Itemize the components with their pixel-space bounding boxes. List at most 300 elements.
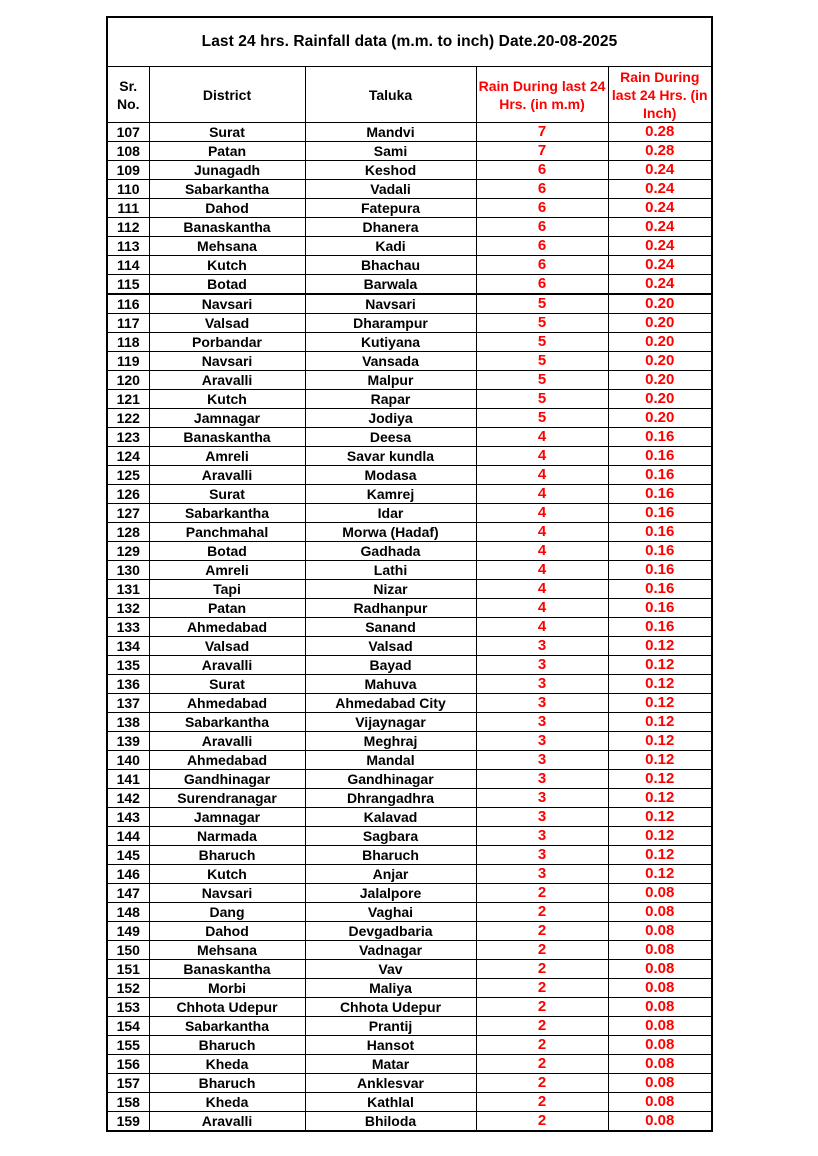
- table-row: [108, 618, 711, 637]
- cell-taluka: Mandal: [305, 751, 476, 770]
- cell-district: Bharuch: [149, 1074, 305, 1093]
- cell-district: Navsari: [149, 352, 305, 371]
- table-row: [108, 960, 711, 979]
- cell-sr-no: 158: [108, 1093, 149, 1112]
- cell-district: Botad: [149, 275, 305, 295]
- cell-rain-mm: 4: [476, 485, 608, 504]
- table-row: [108, 599, 711, 618]
- cell-district: Banaskantha: [149, 428, 305, 447]
- cell-district: Valsad: [149, 637, 305, 656]
- cell-rain-mm: 2: [476, 1017, 608, 1036]
- cell-rain-inch: 0.08: [608, 1074, 711, 1093]
- cell-taluka: Keshod: [305, 161, 476, 180]
- table-row: [108, 314, 711, 333]
- table-body: [108, 123, 711, 1131]
- cell-rain-inch: 0.20: [608, 333, 711, 352]
- cell-taluka: Barwala: [305, 275, 476, 295]
- cell-district: Surat: [149, 485, 305, 504]
- cell-district: Sabarkantha: [149, 713, 305, 732]
- cell-rain-inch: 0.20: [608, 352, 711, 371]
- table-row: [108, 694, 711, 713]
- cell-rain-mm: 6: [476, 199, 608, 218]
- cell-rain-inch: 0.16: [608, 561, 711, 580]
- cell-rain-inch: 0.08: [608, 884, 711, 903]
- cell-rain-inch: 0.12: [608, 827, 711, 846]
- cell-rain-mm: 2: [476, 960, 608, 979]
- cell-taluka: Valsad: [305, 637, 476, 656]
- cell-rain-mm: 5: [476, 409, 608, 428]
- cell-sr-no: 120: [108, 371, 149, 390]
- cell-taluka: Rapar: [305, 390, 476, 409]
- cell-rain-mm: 5: [476, 314, 608, 333]
- cell-district: Aravalli: [149, 732, 305, 751]
- header-sr-no: Sr. No.: [108, 67, 149, 123]
- cell-district: Bharuch: [149, 846, 305, 865]
- table-row: [108, 371, 711, 390]
- cell-rain-inch: 0.24: [608, 275, 711, 295]
- cell-sr-no: 152: [108, 979, 149, 998]
- cell-rain-mm: 3: [476, 713, 608, 732]
- cell-sr-no: 142: [108, 789, 149, 808]
- table-row: [108, 732, 711, 751]
- cell-taluka: Bhachau: [305, 256, 476, 275]
- cell-rain-inch: 0.16: [608, 485, 711, 504]
- cell-taluka: Vadnagar: [305, 941, 476, 960]
- cell-district: Aravalli: [149, 1112, 305, 1131]
- cell-rain-mm: 6: [476, 275, 608, 295]
- cell-rain-inch: 0.12: [608, 713, 711, 732]
- cell-sr-no: 134: [108, 637, 149, 656]
- cell-rain-mm: 3: [476, 694, 608, 713]
- cell-sr-no: 129: [108, 542, 149, 561]
- cell-sr-no: 147: [108, 884, 149, 903]
- cell-rain-mm: 3: [476, 751, 608, 770]
- table-row: [108, 1112, 711, 1131]
- cell-sr-no: 117: [108, 314, 149, 333]
- cell-sr-no: 149: [108, 922, 149, 941]
- cell-taluka: Bayad: [305, 656, 476, 675]
- cell-rain-mm: 3: [476, 865, 608, 884]
- cell-sr-no: 119: [108, 352, 149, 371]
- cell-sr-no: 131: [108, 580, 149, 599]
- table-row: [108, 352, 711, 371]
- cell-rain-mm: 5: [476, 294, 608, 314]
- table-row: [108, 713, 711, 732]
- cell-rain-inch: 0.12: [608, 770, 711, 789]
- cell-taluka: Prantij: [305, 1017, 476, 1036]
- cell-sr-no: 141: [108, 770, 149, 789]
- table-row: [108, 485, 711, 504]
- table-row: [108, 884, 711, 903]
- table-row: [108, 637, 711, 656]
- cell-rain-mm: 4: [476, 542, 608, 561]
- table-row: [108, 523, 711, 542]
- cell-district: Sabarkantha: [149, 180, 305, 199]
- cell-sr-no: 132: [108, 599, 149, 618]
- cell-district: Dahod: [149, 922, 305, 941]
- table-row: [108, 275, 711, 295]
- cell-rain-inch: 0.24: [608, 199, 711, 218]
- table-row: [108, 447, 711, 466]
- cell-district: Amreli: [149, 561, 305, 580]
- cell-rain-mm: 3: [476, 732, 608, 751]
- cell-rain-inch: 0.12: [608, 789, 711, 808]
- cell-sr-no: 127: [108, 504, 149, 523]
- cell-taluka: Ahmedabad City: [305, 694, 476, 713]
- cell-rain-mm: 2: [476, 979, 608, 998]
- cell-district: Patan: [149, 599, 305, 618]
- cell-district: Kutch: [149, 390, 305, 409]
- cell-rain-inch: 0.20: [608, 314, 711, 333]
- cell-rain-inch: 0.12: [608, 675, 711, 694]
- table-row: [108, 218, 711, 237]
- table-row: [108, 390, 711, 409]
- cell-sr-no: 155: [108, 1036, 149, 1055]
- cell-rain-mm: 3: [476, 656, 608, 675]
- cell-taluka: Gandhinagar: [305, 770, 476, 789]
- cell-district: Narmada: [149, 827, 305, 846]
- cell-rain-inch: 0.08: [608, 960, 711, 979]
- cell-sr-no: 135: [108, 656, 149, 675]
- cell-rain-mm: 4: [476, 447, 608, 466]
- cell-rain-inch: 0.20: [608, 371, 711, 390]
- cell-district: Dang: [149, 903, 305, 922]
- cell-taluka: Sami: [305, 142, 476, 161]
- cell-rain-mm: 2: [476, 998, 608, 1017]
- cell-rain-mm: 5: [476, 352, 608, 371]
- cell-rain-mm: 4: [476, 504, 608, 523]
- cell-taluka: Maliya: [305, 979, 476, 998]
- table-row: [108, 675, 711, 694]
- cell-district: Aravalli: [149, 656, 305, 675]
- cell-sr-no: 111: [108, 199, 149, 218]
- cell-district: Patan: [149, 142, 305, 161]
- table-row: [108, 1074, 711, 1093]
- cell-sr-no: 114: [108, 256, 149, 275]
- cell-rain-mm: 6: [476, 256, 608, 275]
- cell-taluka: Anjar: [305, 865, 476, 884]
- table-row: [108, 1036, 711, 1055]
- cell-taluka: Deesa: [305, 428, 476, 447]
- cell-rain-mm: 4: [476, 466, 608, 485]
- cell-taluka: Bharuch: [305, 846, 476, 865]
- cell-rain-mm: 6: [476, 161, 608, 180]
- cell-sr-no: 112: [108, 218, 149, 237]
- cell-taluka: Dharampur: [305, 314, 476, 333]
- cell-rain-inch: 0.24: [608, 161, 711, 180]
- cell-rain-mm: 4: [476, 428, 608, 447]
- header-district: District: [149, 67, 305, 123]
- cell-taluka: Vijaynagar: [305, 713, 476, 732]
- cell-district: Junagadh: [149, 161, 305, 180]
- cell-rain-inch: 0.08: [608, 1036, 711, 1055]
- table-row: [108, 656, 711, 675]
- cell-taluka: Morwa (Hadaf): [305, 523, 476, 542]
- cell-district: Chhota Udepur: [149, 998, 305, 1017]
- cell-sr-no: 137: [108, 694, 149, 713]
- cell-taluka: Jodiya: [305, 409, 476, 428]
- cell-rain-mm: 5: [476, 333, 608, 352]
- cell-rain-mm: 2: [476, 1036, 608, 1055]
- cell-taluka: Fatepura: [305, 199, 476, 218]
- table-row: [108, 161, 711, 180]
- cell-rain-inch: 0.16: [608, 618, 711, 637]
- cell-district: Kutch: [149, 256, 305, 275]
- cell-taluka: Bhiloda: [305, 1112, 476, 1131]
- table-header: [108, 67, 711, 123]
- cell-rain-inch: 0.16: [608, 504, 711, 523]
- cell-sr-no: 123: [108, 428, 149, 447]
- cell-taluka: Modasa: [305, 466, 476, 485]
- cell-district: Sabarkantha: [149, 1017, 305, 1036]
- header-rain-inch: Rain During last 24 Hrs. (in Inch): [608, 67, 711, 123]
- table-row: [108, 428, 711, 447]
- cell-sr-no: 146: [108, 865, 149, 884]
- table-row: [108, 903, 711, 922]
- cell-sr-no: 108: [108, 142, 149, 161]
- cell-rain-inch: 0.08: [608, 922, 711, 941]
- cell-rain-mm: 2: [476, 1055, 608, 1074]
- cell-sr-no: 121: [108, 390, 149, 409]
- cell-rain-mm: 2: [476, 1112, 608, 1131]
- cell-rain-inch: 0.20: [608, 409, 711, 428]
- cell-rain-inch: 0.08: [608, 1055, 711, 1074]
- cell-sr-no: 133: [108, 618, 149, 637]
- cell-sr-no: 138: [108, 713, 149, 732]
- cell-taluka: Anklesvar: [305, 1074, 476, 1093]
- cell-district: Ahmedabad: [149, 618, 305, 637]
- cell-rain-inch: 0.08: [608, 979, 711, 998]
- cell-taluka: Hansot: [305, 1036, 476, 1055]
- table-row: [108, 580, 711, 599]
- cell-sr-no: 143: [108, 808, 149, 827]
- cell-district: Porbandar: [149, 333, 305, 352]
- cell-sr-no: 116: [108, 294, 149, 314]
- cell-district: Jamnagar: [149, 409, 305, 428]
- cell-taluka: Kamrej: [305, 485, 476, 504]
- cell-taluka: Chhota Udepur: [305, 998, 476, 1017]
- cell-sr-no: 118: [108, 333, 149, 352]
- cell-district: Kheda: [149, 1093, 305, 1112]
- cell-sr-no: 157: [108, 1074, 149, 1093]
- cell-district: Panchmahal: [149, 523, 305, 542]
- cell-sr-no: 136: [108, 675, 149, 694]
- cell-rain-inch: 0.16: [608, 447, 711, 466]
- cell-rain-mm: 3: [476, 808, 608, 827]
- cell-taluka: Vav: [305, 960, 476, 979]
- cell-rain-inch: 0.16: [608, 542, 711, 561]
- table-row: [108, 180, 711, 199]
- cell-rain-inch: 0.08: [608, 941, 711, 960]
- cell-taluka: Kadi: [305, 237, 476, 256]
- cell-rain-mm: 6: [476, 237, 608, 256]
- cell-taluka: Radhanpur: [305, 599, 476, 618]
- page-title: Last 24 hrs. Rainfall data (m.m. to inch) Date.20-08-2025: [108, 18, 711, 67]
- table-row: [108, 333, 711, 352]
- cell-taluka: Vaghai: [305, 903, 476, 922]
- cell-rain-inch: 0.20: [608, 294, 711, 314]
- cell-rain-inch: 0.28: [608, 142, 711, 161]
- cell-rain-mm: 3: [476, 675, 608, 694]
- cell-rain-inch: 0.08: [608, 903, 711, 922]
- table-row: [108, 1017, 711, 1036]
- cell-rain-mm: 3: [476, 846, 608, 865]
- cell-rain-inch: 0.28: [608, 123, 711, 142]
- cell-district: Surendranagar: [149, 789, 305, 808]
- cell-sr-no: 154: [108, 1017, 149, 1036]
- cell-district: Jamnagar: [149, 808, 305, 827]
- cell-district: Kheda: [149, 1055, 305, 1074]
- table-row: [108, 827, 711, 846]
- cell-sr-no: 113: [108, 237, 149, 256]
- cell-sr-no: 150: [108, 941, 149, 960]
- cell-taluka: Dhrangadhra: [305, 789, 476, 808]
- cell-district: Banaskantha: [149, 218, 305, 237]
- cell-rain-mm: 2: [476, 884, 608, 903]
- cell-sr-no: 148: [108, 903, 149, 922]
- cell-taluka: Idar: [305, 504, 476, 523]
- cell-taluka: Kutiyana: [305, 333, 476, 352]
- table-row: [108, 294, 711, 314]
- cell-district: Mehsana: [149, 941, 305, 960]
- cell-district: Aravalli: [149, 466, 305, 485]
- cell-rain-mm: 4: [476, 599, 608, 618]
- cell-district: Surat: [149, 675, 305, 694]
- rainfall-sheet: [106, 16, 713, 1132]
- cell-district: Bharuch: [149, 1036, 305, 1055]
- cell-sr-no: 153: [108, 998, 149, 1017]
- cell-rain-mm: 2: [476, 922, 608, 941]
- table-row: [108, 1093, 711, 1112]
- cell-district: Navsari: [149, 884, 305, 903]
- cell-sr-no: 130: [108, 561, 149, 580]
- cell-rain-inch: 0.08: [608, 1017, 711, 1036]
- cell-rain-inch: 0.16: [608, 428, 711, 447]
- cell-taluka: Vadali: [305, 180, 476, 199]
- cell-district: Gandhinagar: [149, 770, 305, 789]
- cell-sr-no: 115: [108, 275, 149, 295]
- cell-sr-no: 125: [108, 466, 149, 485]
- table-row: [108, 123, 711, 142]
- cell-district: Tapi: [149, 580, 305, 599]
- cell-district: Navsari: [149, 294, 305, 314]
- cell-sr-no: 107: [108, 123, 149, 142]
- cell-rain-mm: 7: [476, 142, 608, 161]
- table-row: [108, 941, 711, 960]
- cell-taluka: Gadhada: [305, 542, 476, 561]
- cell-sr-no: 139: [108, 732, 149, 751]
- header-rain-mm: Rain During last 24 Hrs. (in m.m): [476, 67, 608, 123]
- cell-taluka: Jalalpore: [305, 884, 476, 903]
- cell-rain-inch: 0.16: [608, 466, 711, 485]
- cell-sr-no: 144: [108, 827, 149, 846]
- cell-sr-no: 126: [108, 485, 149, 504]
- cell-taluka: Lathi: [305, 561, 476, 580]
- cell-rain-inch: 0.24: [608, 218, 711, 237]
- cell-sr-no: 159: [108, 1112, 149, 1131]
- table-row: [108, 142, 711, 161]
- cell-rain-mm: 2: [476, 1074, 608, 1093]
- cell-taluka: Mahuva: [305, 675, 476, 694]
- table-row: [108, 504, 711, 523]
- cell-taluka: Navsari: [305, 294, 476, 314]
- cell-taluka: Savar kundla: [305, 447, 476, 466]
- cell-district: Botad: [149, 542, 305, 561]
- cell-taluka: Nizar: [305, 580, 476, 599]
- cell-taluka: Sagbara: [305, 827, 476, 846]
- cell-rain-inch: 0.12: [608, 808, 711, 827]
- cell-rain-inch: 0.12: [608, 656, 711, 675]
- cell-rain-mm: 2: [476, 941, 608, 960]
- cell-district: Ahmedabad: [149, 694, 305, 713]
- cell-district: Banaskantha: [149, 960, 305, 979]
- cell-taluka: Vansada: [305, 352, 476, 371]
- cell-sr-no: 109: [108, 161, 149, 180]
- cell-district: Dahod: [149, 199, 305, 218]
- table-row: [108, 770, 711, 789]
- cell-rain-mm: 4: [476, 523, 608, 542]
- cell-district: Amreli: [149, 447, 305, 466]
- cell-district: Valsad: [149, 314, 305, 333]
- cell-rain-mm: 2: [476, 903, 608, 922]
- cell-rain-inch: 0.24: [608, 256, 711, 275]
- cell-rain-inch: 0.16: [608, 599, 711, 618]
- cell-rain-inch: 0.24: [608, 237, 711, 256]
- cell-rain-mm: 3: [476, 827, 608, 846]
- table-row: [108, 808, 711, 827]
- cell-district: Aravalli: [149, 371, 305, 390]
- cell-rain-mm: 2: [476, 1093, 608, 1112]
- cell-sr-no: 140: [108, 751, 149, 770]
- cell-rain-inch: 0.16: [608, 523, 711, 542]
- header-taluka: Taluka: [305, 67, 476, 123]
- cell-rain-inch: 0.12: [608, 865, 711, 884]
- table-row: [108, 998, 711, 1017]
- cell-rain-inch: 0.08: [608, 998, 711, 1017]
- cell-rain-mm: 6: [476, 218, 608, 237]
- cell-rain-inch: 0.16: [608, 580, 711, 599]
- cell-sr-no: 122: [108, 409, 149, 428]
- table-row: [108, 542, 711, 561]
- cell-rain-mm: 3: [476, 789, 608, 808]
- table-row: [108, 237, 711, 256]
- cell-rain-mm: 7: [476, 123, 608, 142]
- cell-district: Morbi: [149, 979, 305, 998]
- cell-sr-no: 128: [108, 523, 149, 542]
- table-row: [108, 199, 711, 218]
- cell-rain-mm: 4: [476, 618, 608, 637]
- cell-rain-inch: 0.12: [608, 846, 711, 865]
- table-row: [108, 846, 711, 865]
- cell-rain-inch: 0.12: [608, 637, 711, 656]
- cell-rain-inch: 0.24: [608, 180, 711, 199]
- table-row: [108, 751, 711, 770]
- cell-taluka: Sanand: [305, 618, 476, 637]
- cell-district: Surat: [149, 123, 305, 142]
- table-row: [108, 256, 711, 275]
- table-row: [108, 1055, 711, 1074]
- table-row: [108, 409, 711, 428]
- cell-district: Mehsana: [149, 237, 305, 256]
- cell-taluka: Malpur: [305, 371, 476, 390]
- cell-rain-mm: 5: [476, 371, 608, 390]
- cell-rain-inch: 0.12: [608, 694, 711, 713]
- header-row: [108, 67, 711, 123]
- cell-taluka: Matar: [305, 1055, 476, 1074]
- table-row: [108, 979, 711, 998]
- cell-sr-no: 110: [108, 180, 149, 199]
- table-row: [108, 789, 711, 808]
